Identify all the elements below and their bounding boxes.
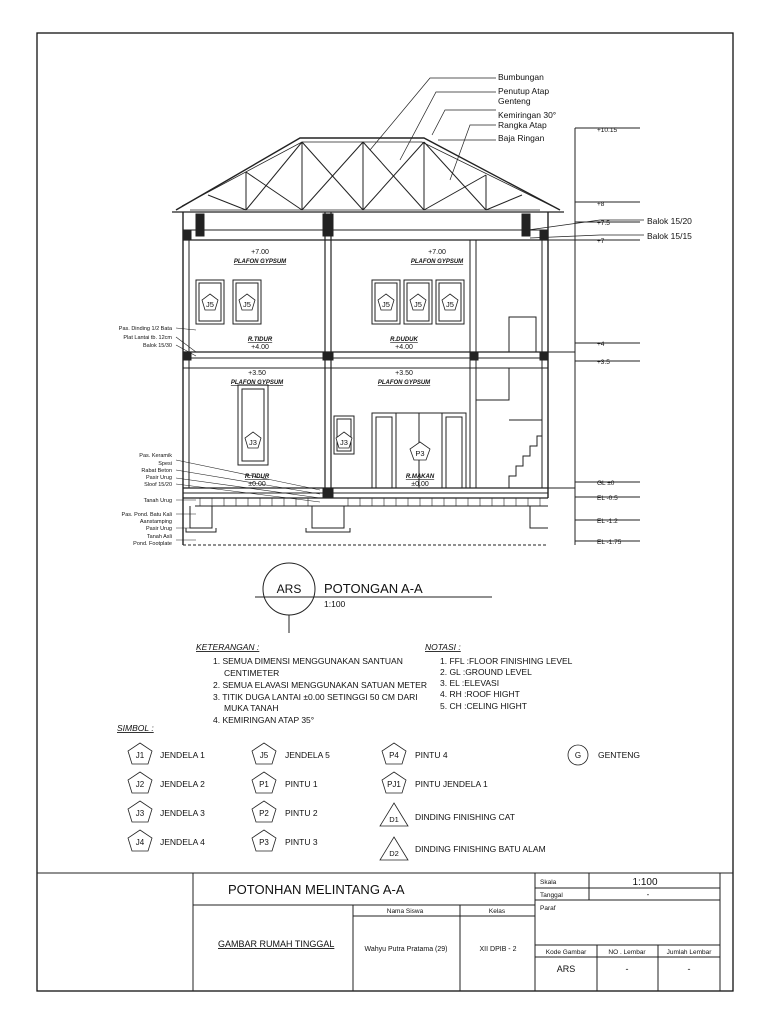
note-keramik: Pas. Keramik	[139, 453, 172, 459]
note-footplate: Pond. Footplate	[133, 541, 172, 547]
notasi-line-1: 1. FFL :FLOOR FINISHING LEVEL	[440, 656, 573, 666]
skala-value: 1:100	[632, 877, 658, 888]
notasi-line-4: 4. RH :ROOF HIGHT	[440, 689, 520, 699]
note-aanstamping: Aanstamping	[139, 519, 172, 525]
note-balok: Balok 15/30	[142, 343, 172, 349]
skala-label: Skala	[540, 879, 557, 886]
symbol-code-p2: P2	[259, 809, 269, 818]
symbol-label-d1: DINDING FINISHING CAT	[415, 812, 515, 822]
level-down-right: +3.50	[395, 370, 413, 377]
notasi-line-2: 2. GL :GROUND LEVEL	[440, 667, 532, 677]
symbol-label-pj1: PINTU JENDELA 1	[415, 779, 488, 789]
keterangan-block	[196, 642, 427, 725]
keterangan-line-2: CENTIMETER	[224, 668, 280, 678]
kode-gambar-label: Kode Gambar	[545, 949, 587, 956]
notasi-line-3: 3. EL :ELEVASI	[440, 678, 500, 688]
callout-balok-1515: Balok 15/15	[647, 231, 692, 241]
section-code: ARS	[276, 582, 302, 596]
elev-4: +4	[597, 341, 605, 348]
tag-j5-d: J5	[414, 300, 422, 309]
jumlah-lembar-value: -	[687, 964, 691, 974]
room-r-tidur-down: R.TIDUR	[244, 474, 270, 480]
symbol-label-j5: JENDELA 5	[285, 750, 330, 760]
callout-genteng: Genteng	[498, 96, 531, 106]
nama-siswa-label: Nama Siswa	[386, 908, 424, 915]
keterangan-line-3: 2. SEMUA ELAVASI MENGGUNAKAN SATUAN METER	[213, 680, 427, 690]
note-pasir-urug-2: Pasir Urug	[146, 526, 172, 532]
symbol-code-j4: J4	[135, 838, 145, 847]
symbol-label-p2: PINTU 2	[285, 808, 318, 818]
notasi-heading: NOTASI :	[425, 642, 461, 652]
symbol-code-pj1: PJ1	[387, 780, 401, 789]
section-heading: POTONGAN A-A	[324, 581, 423, 596]
paraf-label: Paraf	[540, 905, 556, 912]
note-tanah-urug: Tanah Urug	[143, 498, 172, 504]
elev-35: +3.5	[597, 359, 610, 366]
keterangan-line-1: 1. SEMUA DIMENSI MENGGUNAKAN SANTUAN	[213, 656, 403, 666]
keterangan-line-4: 3. TITIK DUGA LANTAI ±0.00 SETINGGI 50 CM DARI	[213, 692, 418, 702]
callout-penutup-atap: Penutup Atap	[498, 86, 550, 96]
symbol-label-p3: PINTU 3	[285, 837, 318, 847]
elev-8: +8	[597, 201, 605, 208]
keterangan-line-5: MUKA TANAH	[224, 703, 279, 713]
symbol-label-p4: PINTU 4	[415, 750, 448, 760]
symbol-code-d2: D2	[389, 849, 399, 858]
tag-j5-b: J5	[243, 300, 251, 309]
section-title	[255, 563, 492, 633]
level-down-left: +3.50	[248, 370, 266, 377]
symbol-code-j1: J1	[135, 751, 145, 760]
elev-75: +7.5	[597, 220, 610, 227]
note-sloof: Sloof 15/20	[144, 482, 172, 488]
level-up-left: +7.00	[251, 249, 269, 256]
callout-rangka-atap: Rangka Atap	[498, 120, 547, 130]
symbol-code-p4: P4	[389, 751, 399, 760]
note-dinding: Pas. Dinding 1/2 Bata	[118, 326, 172, 332]
elev-7: +7	[597, 238, 605, 245]
elev-el-175: EL -1.75	[597, 539, 622, 546]
symbol-code-d1: D1	[389, 815, 399, 824]
symbol-code-j2: J2	[135, 780, 145, 789]
level-r-makan: ±0.00	[411, 481, 429, 488]
tag-j5-c: J5	[382, 300, 390, 309]
simbol-legend	[117, 723, 640, 860]
note-pond-batu: Pas. Pond. Batu Kali	[121, 512, 172, 518]
note-rabat: Rabat Beton	[141, 468, 172, 474]
ceiling-down-right: PLAFON GYPSUM	[377, 380, 431, 386]
notasi-block	[425, 642, 573, 711]
kelas-label: Kelas	[488, 908, 506, 915]
symbol-label-j2: JENDELA 2	[160, 779, 205, 789]
keterangan-line-6: 4. KEMIRINGAN ATAP 35°	[213, 715, 315, 725]
tag-j5-a: J5	[206, 300, 214, 309]
room-r-tidur-up: R.TIDUR	[247, 337, 273, 343]
symbol-label-g: GENTENG	[598, 750, 641, 760]
tanggal-label: Tanggal	[540, 892, 563, 899]
notasi-line-5: 5. CH :CELING HIGHT	[440, 701, 527, 711]
nama-siswa-value: Wahyu Putra Pratama (29)	[364, 946, 448, 953]
symbol-label-p1: PINTU 1	[285, 779, 318, 789]
symbol-code-p1: P1	[259, 780, 269, 789]
simbol-heading: SIMBOL :	[117, 723, 154, 733]
ceiling-down-left: PLAFON GYPSUM	[230, 380, 284, 386]
symbol-code-j3: J3	[135, 809, 145, 818]
symbol-label-j1: JENDELA 1	[160, 750, 205, 760]
room-r-makan: R.MAKAN	[405, 474, 435, 480]
tag-j3-a: J3	[249, 438, 257, 447]
elev-gl: GL ±0	[597, 480, 615, 487]
symbol-label-j4: JENDELA 4	[160, 837, 205, 847]
section-scale: 1:100	[324, 599, 346, 609]
elev-1015: +10.15	[597, 127, 618, 134]
callout-bumbungan: Bumbungan	[498, 72, 544, 82]
no-lembar-value: -	[625, 964, 629, 974]
no-lembar-label: NO . Lembar	[608, 949, 646, 956]
note-spesi: Spesi	[158, 461, 172, 467]
symbol-label-j3: JENDELA 3	[160, 808, 205, 818]
callout-kemiringan: Kemiringan 30°	[498, 110, 557, 120]
keterangan-heading: KETERANGAN :	[196, 642, 260, 652]
symbol-code-j5: J5	[259, 751, 269, 760]
room-r-duduk: R.DUDUK	[390, 337, 418, 343]
note-pasir-urug-1: Pasir Urug	[146, 475, 172, 481]
level-r-tidur-down: ±0.00	[248, 481, 266, 488]
tag-j5-e: J5	[446, 300, 454, 309]
note-tanah-asli: Tanah Asli	[146, 534, 172, 540]
callout-baja-ringan: Baja Ringan	[498, 133, 545, 143]
level-r-duduk: +4.00	[395, 344, 413, 351]
project-name: GAMBAR RUMAH TINGGAL	[218, 939, 335, 949]
elev-el-05: EL -0.5	[597, 495, 618, 502]
tag-j3-b: J3	[340, 438, 348, 447]
symbol-code-p3: P3	[259, 838, 269, 847]
kode-gambar-value: ARS	[556, 964, 576, 974]
kelas-value: XII DPIB - 2	[479, 946, 517, 953]
level-up-right: +7.00	[428, 249, 446, 256]
tag-p3: P3	[415, 449, 425, 458]
callout-balok-1520: Balok 15/20	[647, 216, 692, 226]
ceiling-up-right: PLAFON GYPSUM	[410, 259, 464, 265]
note-plat-lantai: Plat Lantai tb. 12cm	[123, 335, 172, 341]
ceiling-up-left: PLAFON GYPSUM	[233, 259, 287, 265]
symbol-code-g: G	[574, 751, 582, 760]
symbol-label-d2: DINDING FINISHING BATU ALAM	[415, 844, 546, 854]
drawing-tags	[202, 294, 458, 460]
tanggal-value: -	[646, 890, 650, 899]
drawing-title: POTONHAN MELINTANG A-A	[228, 882, 405, 897]
elev-el-12: EL -1.2	[597, 518, 618, 525]
level-r-tidur-up: +4.00	[251, 344, 269, 351]
jumlah-lembar-label: Jumlah Lembar	[666, 949, 712, 956]
